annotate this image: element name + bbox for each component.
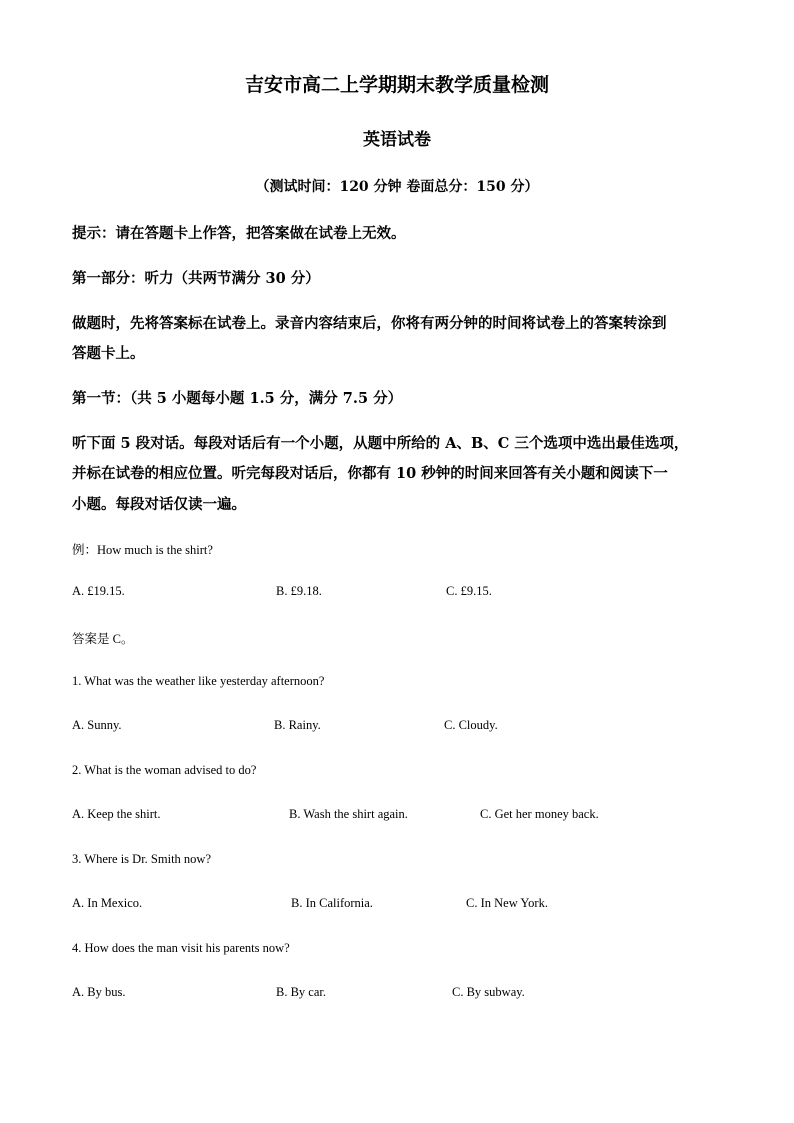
question-1-option-b: B. Rainy. <box>274 718 321 732</box>
question-3: 3. Where is Dr. Smith now? <box>72 852 211 866</box>
question-4-option-a: A. By bus. <box>72 985 126 999</box>
exam-info: （测试时间：120 分钟 卷面总分：150 分） <box>255 179 539 195</box>
section1-directions-line3: 小题。每段对话仅读一遍。 <box>72 496 246 513</box>
question-2-option-a: A. Keep the shirt. <box>72 807 161 821</box>
example-question: 例：How much is the shirt? <box>72 543 213 557</box>
question-4: 4. How does the man visit his parents now? <box>72 941 290 955</box>
example-option-a: A. £19.15. <box>72 584 125 598</box>
exam-subject: 英语试卷 <box>363 130 431 150</box>
part1-instruction-line2: 答题卡上。 <box>72 345 145 362</box>
question-3-option-a: A. In Mexico. <box>72 896 143 910</box>
question-1-option-a: A. Sunny. <box>72 718 122 732</box>
section1-heading: 第一节：（共 5 小题每小题 1.5 分，满分 7.5 分） <box>72 390 403 407</box>
question-2: 2. What is the woman advised to do? <box>72 763 257 777</box>
part1-instruction-line1: 做题时，先将答案标在试卷上。录音内容结束后，你将有两分钟的时间将试卷上的答案转涂到 <box>72 315 667 332</box>
question-1: 1. What was the weather like yesterday afternoon? <box>72 674 325 688</box>
question-2-option-c: C. Get her money back. <box>480 807 599 821</box>
exam-title: 吉安市高二上学期期末教学质量检测 <box>244 74 549 96</box>
example-answer: 答案是 C。 <box>72 632 134 646</box>
question-4-option-c: C. By subway. <box>452 985 525 999</box>
question-3-option-b: B. In California. <box>291 896 373 910</box>
question-1-option-c: C. Cloudy. <box>444 718 498 732</box>
question-3-option-c: C. In New York. <box>466 896 548 910</box>
section1-directions-line2: 并标在试卷的相应位置。听完每段对话后，你都有 10 秒钟的时间来回答有关小题和阅读下一 <box>72 465 668 482</box>
question-2-option-b: B. Wash the shirt again. <box>289 807 408 821</box>
example-option-c: C. £9.15. <box>446 584 492 598</box>
question-4-option-b: B. By car. <box>276 985 326 999</box>
section1-directions-line1: 听下面 5 段对话。每段对话后有一个小题，从题中所给的 A、B、C 三个选项中选出最佳选项， <box>72 435 689 452</box>
exam-tip: 提示：请在答题卡上作答，把答案做在试卷上无效。 <box>72 225 406 242</box>
example-option-b: B. £9.18. <box>276 584 322 598</box>
part1-heading: 第一部分：听力（共两节满分 30 分） <box>72 270 320 287</box>
